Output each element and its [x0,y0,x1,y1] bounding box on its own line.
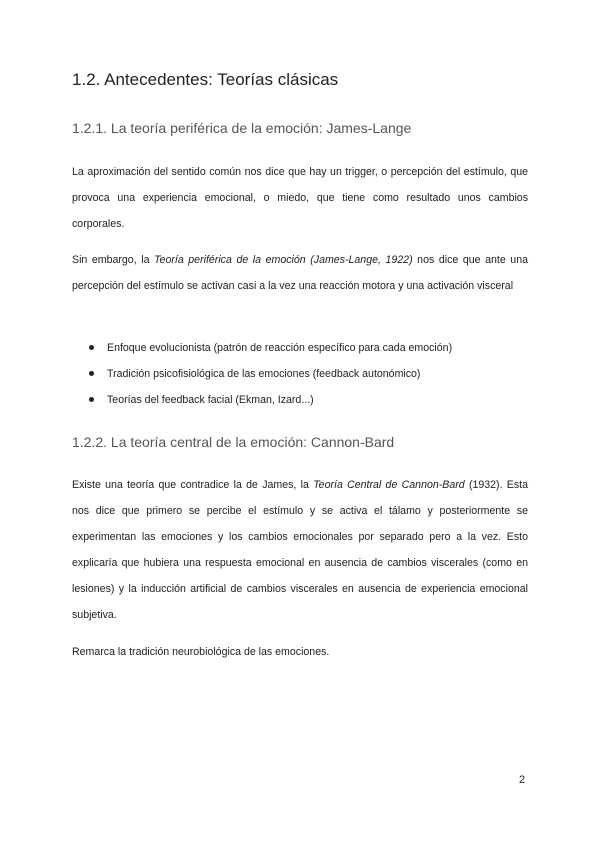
bullet-icon [89,371,94,376]
list-item [89,387,452,413]
list-item [89,335,452,361]
section-heading: 1.2. Antecedentes: Teorías clásicas [72,70,339,89]
bullet-icon [89,397,94,402]
list-item-text: Teorías del feedback facial (Ekman, Izard...) [107,394,314,406]
paragraph-james-lange [72,247,528,299]
subsection-title-cannon-bard: 1.2.2. La teoría central de la emoción: Cannon-Bard [72,434,395,450]
paragraph-neurobiological: Remarca la tradición neurobiológica de las emociones. [72,646,330,658]
paragraph-text: Sin embargo, la [72,254,155,266]
list-item [89,361,452,387]
list-item-text: Enfoque evolucionista (patrón de reacción específico para cada emoción) [107,342,453,354]
paragraph-text: Existe una teoría que contradice la de James, la [72,479,314,491]
paragraph-text: (1932). Esta nos dice que primero se percibe el estímulo y se activa el tálamo y posteriormente se experimentan las emociones y los cambios emocionales por separado pero a la vez. Esto explicaría que hubiera una respuesta emocional en ausencia de cambios viscerales (como en lesiones) y la inducción artificial de cambios viscerales en ausencia de experiencia emocional subjetiva. [72,479,528,621]
paragraph-text: nos dice que ante una percepción del estímulo se activan casi a la vez una reacción motora y una activación visceral [72,254,528,292]
page-number: 2 [519,774,526,786]
paragraph-common-sense: La aproximación del sentido común nos dice que hay un trigger, o percepción del estímulo, que provoca una experiencia emocional, o miedo, que tiene como resultado unos cambios corporales. [72,166,528,230]
subsection-title-james-lange: 1.2.1. La teoría periférica de la emoción: James-Lange [72,120,412,136]
paragraph-cannon-bard [72,472,528,628]
bullet-icon [89,345,94,350]
italic-theory-name: Teoría periférica de la emoción (James-Lange, 1922) [154,254,413,266]
italic-theory-name: Teoría Central de Cannon-Bard [313,479,465,491]
list-item-text: Tradición psicofisiológica de las emociones (feedback autonómico) [107,368,421,380]
bullet-list [89,335,452,413]
